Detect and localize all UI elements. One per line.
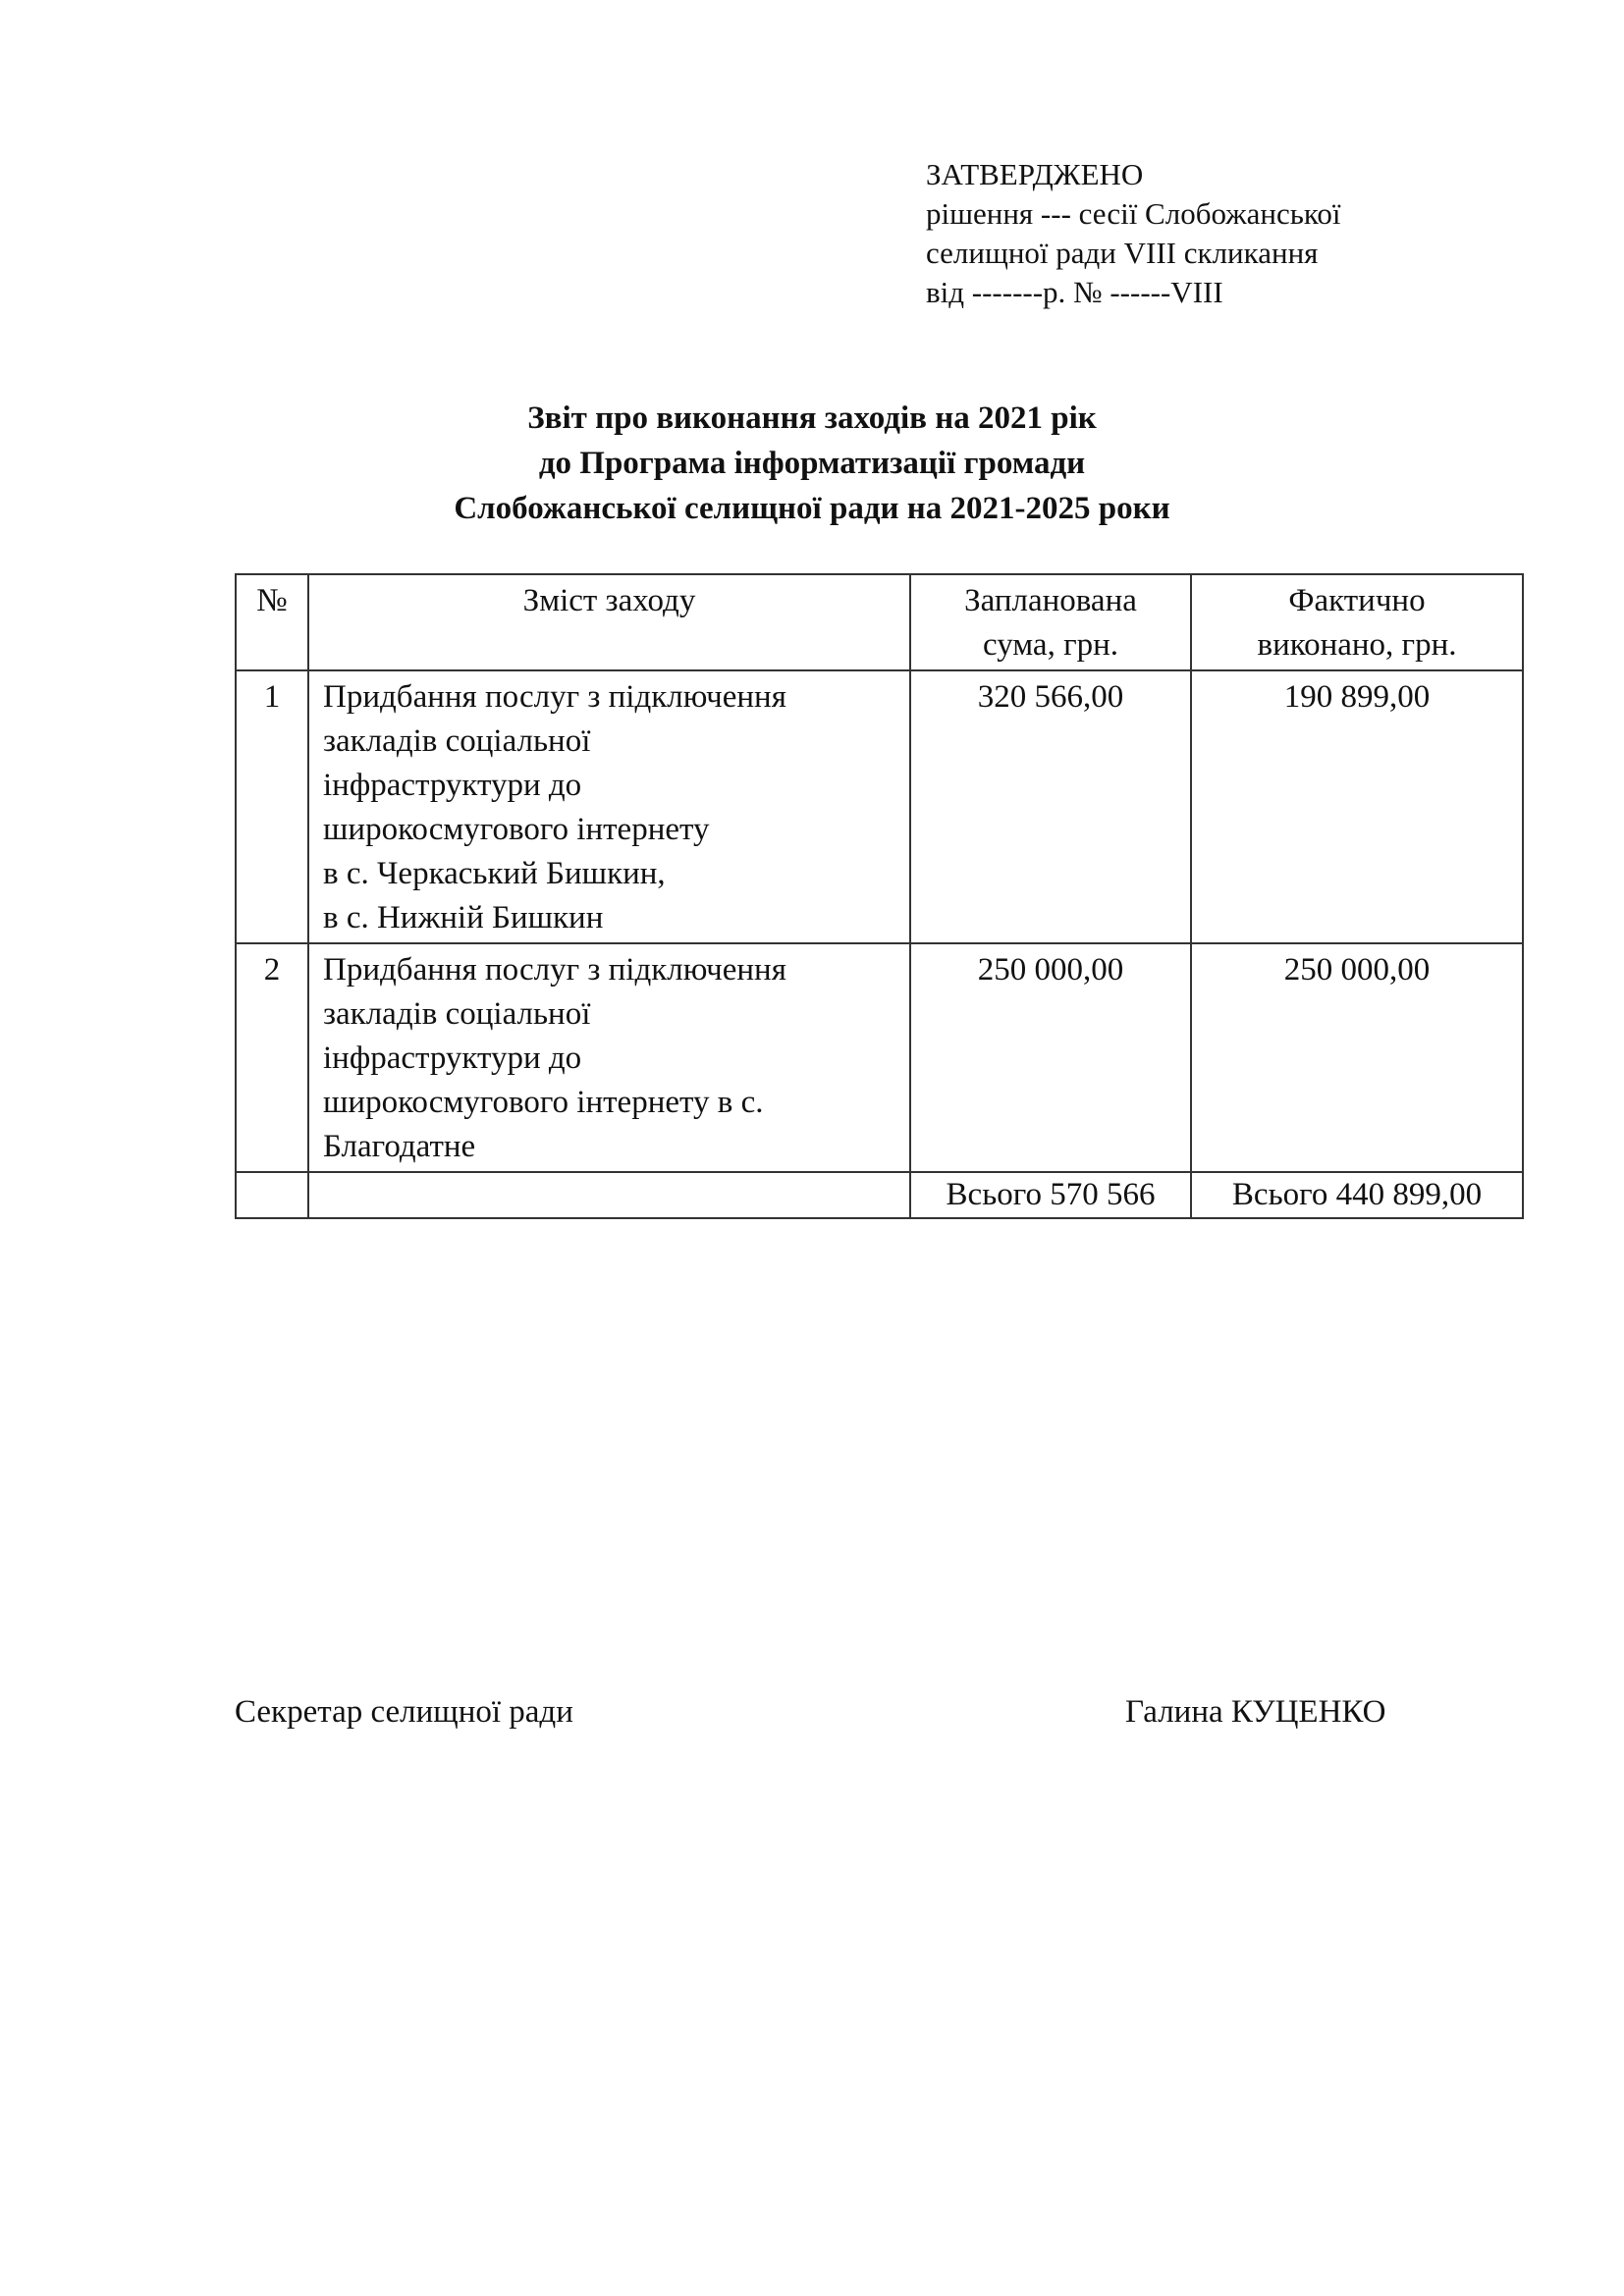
description-line: інфраструктури до bbox=[323, 1041, 582, 1076]
title-line-2: до Програма інформатизації громади bbox=[538, 446, 1086, 481]
approval-council-line: селищної ради VIII скликання bbox=[926, 236, 1319, 270]
approval-heading: ЗАТВЕРДЖЕНО bbox=[926, 157, 1144, 191]
signature-position: Секретар селищної ради bbox=[235, 1694, 573, 1730]
row-actual-amount: 250 000,00 bbox=[1191, 943, 1523, 1172]
header-description: Зміст заходу bbox=[308, 574, 910, 670]
approval-date-line: від -------р. № ------VIII bbox=[926, 275, 1223, 309]
table-header-row bbox=[236, 574, 1523, 670]
description-line: широкосмугового інтернету в с. bbox=[323, 1085, 764, 1120]
header-actual-line-1: Фактично bbox=[1288, 583, 1426, 618]
title-line-3: Слобожанської селищної ради на 2021-2025 роки bbox=[454, 491, 1170, 526]
table-row bbox=[236, 670, 1523, 943]
title-line-1: Звіт про виконання заходів на 2021 рік bbox=[527, 400, 1097, 436]
table-total-row bbox=[236, 1172, 1523, 1218]
total-empty-number bbox=[236, 1172, 308, 1218]
description-line: закладів соціальної bbox=[323, 723, 591, 759]
description-line: широкосмугового інтернету bbox=[323, 812, 710, 847]
description-line: закладів соціальної bbox=[323, 996, 591, 1032]
approval-block bbox=[926, 155, 1340, 312]
header-actual bbox=[1191, 574, 1523, 670]
row-planned-amount: 250 000,00 bbox=[910, 943, 1191, 1172]
description-line: Придбання послуг з підключення bbox=[323, 952, 786, 988]
table-row bbox=[236, 943, 1523, 1172]
row-planned-amount: 320 566,00 bbox=[910, 670, 1191, 943]
document-title bbox=[0, 396, 1624, 531]
row-description bbox=[308, 670, 910, 943]
row-number: 2 bbox=[236, 943, 308, 1172]
total-empty-description bbox=[308, 1172, 910, 1218]
description-line: в с. Черкаський Бишкин, bbox=[323, 856, 666, 891]
description-line: в с. Нижній Бишкин bbox=[323, 900, 604, 935]
total-actual: Всього 440 899,00 bbox=[1191, 1172, 1523, 1218]
row-actual-amount: 190 899,00 bbox=[1191, 670, 1523, 943]
description-line: інфраструктури до bbox=[323, 768, 582, 803]
row-description bbox=[308, 943, 910, 1172]
header-actual-line-2: виконано, грн. bbox=[1257, 627, 1457, 663]
row-number: 1 bbox=[236, 670, 308, 943]
header-planned bbox=[910, 574, 1191, 670]
header-planned-line-1: Запланована bbox=[964, 583, 1137, 618]
description-line: Благодатне bbox=[323, 1129, 476, 1164]
description-line: Придбання послуг з підключення bbox=[323, 679, 786, 715]
signature-name: Галина КУЦЕНКО bbox=[1125, 1694, 1386, 1730]
report-table bbox=[235, 573, 1524, 1219]
approval-decision-line: рішення --- сесії Слобожанської bbox=[926, 196, 1341, 231]
total-planned: Всього 570 566 bbox=[910, 1172, 1191, 1218]
header-planned-line-2: сума, грн. bbox=[982, 627, 1119, 663]
header-number: № bbox=[236, 574, 308, 670]
